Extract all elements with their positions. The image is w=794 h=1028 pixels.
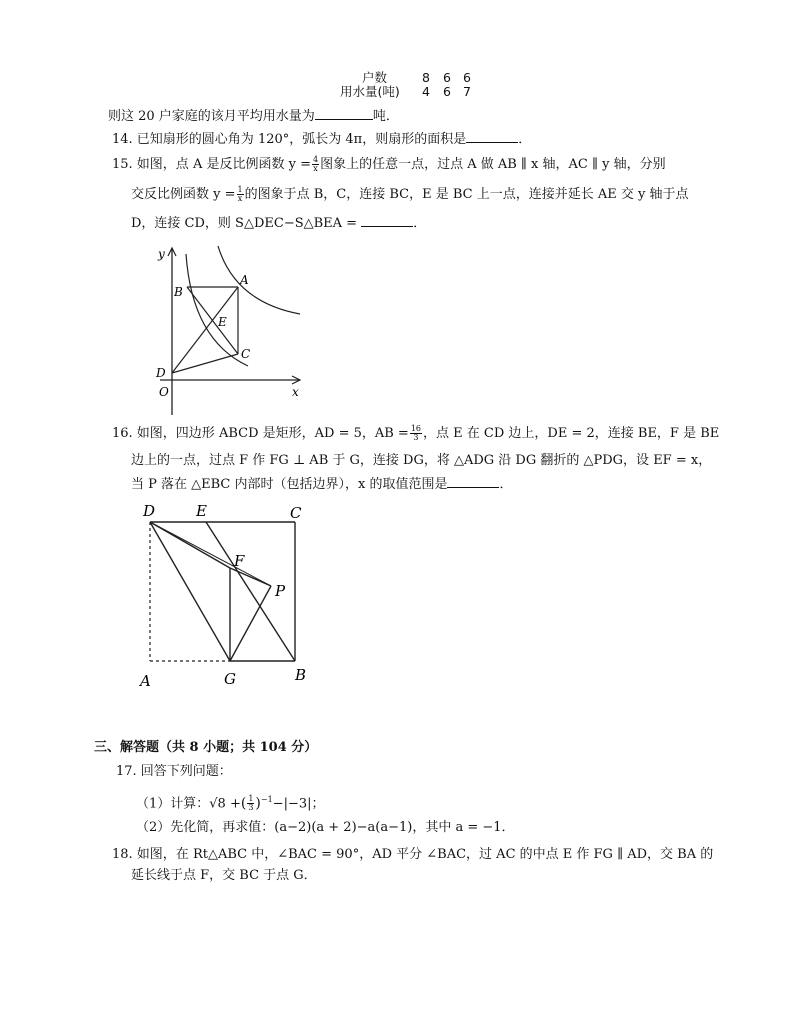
- label-x: x: [292, 385, 299, 399]
- answer-blank: [361, 213, 413, 227]
- label-P: P: [275, 582, 286, 600]
- section-3-heading: 三、解答题（共 8 小题；共 104 分）: [94, 740, 318, 755]
- answer-blank: [466, 129, 518, 143]
- figure-16: [138, 498, 323, 693]
- question-16-line1: 16. 如图，四边形 ABCD 是矩形，AD = 5，AB = $\frac{16}{3}$ ，点 E 在 CD 边上，DE = 2，连接 BE，F 是 BE: [112, 424, 720, 442]
- answer-blank: [447, 474, 499, 488]
- curve-4-over-x: [218, 246, 300, 314]
- label-F: F: [234, 552, 245, 570]
- question-18-line2: 延长线于点 F，交 BC 于点 G．: [131, 868, 317, 883]
- table-row1-v1: 8: [422, 70, 430, 85]
- question-18-line1: 18. 如图，在 Rt△ABC 中，∠BAC = 90°，AD 平分 ∠BAC，过 AC 的中点 E 作 FG ∥ AD，交 BA 的: [112, 847, 714, 862]
- label-D: D: [143, 502, 156, 520]
- question-15-line2: 交反比例函数 y = $\frac{1}{x}$ 的图象于点 B，C，连接 BC，E 是 BC 上一点，连接并延长 AE 交 y 轴于点: [131, 185, 689, 203]
- table-row1-label: 户数: [362, 70, 388, 85]
- label-y: y: [158, 247, 165, 261]
- curve-1-over-x: [186, 254, 251, 366]
- label-O: O: [159, 385, 169, 399]
- question-16-line3: 当 P 落在 △EBC 内部时（包括边界），x 的取值范围是 ．: [131, 474, 513, 495]
- question-17-part1: （1）计算：√8 +( $\frac{1}{3}$ )$^{-1}$−|−3|；: [136, 794, 325, 813]
- table-row2-v1: 4: [422, 84, 430, 99]
- label-A: A: [240, 273, 249, 287]
- segment-AD: [172, 287, 238, 373]
- table-row2-v2: 6: [443, 84, 451, 99]
- question-15-line1: 15. 如图，点 A 是反比例函数 y = $\frac{4}{x}$ 图象上的任意一点，过点 A 做 AB ∥ x 轴，AC ∥ y 轴，分别: [112, 155, 666, 173]
- label-E: E: [218, 315, 227, 329]
- label-B: B: [295, 666, 307, 684]
- table-row1-v2: 6: [443, 70, 451, 85]
- label-D: D: [156, 366, 166, 380]
- fraction-16-over-3: $\frac{16}{3}$: [410, 424, 422, 442]
- answer-blank: [315, 106, 373, 120]
- question-17-title: 17. 回答下列问题：: [116, 764, 232, 779]
- figure-15: [140, 240, 315, 418]
- label-B: B: [174, 285, 183, 299]
- table-row1-v3: 6: [463, 70, 471, 85]
- fraction-4-over-x: $\frac{4}{x}$: [312, 155, 319, 173]
- label-A: A: [140, 672, 151, 690]
- q13-tail: 则这 20 户家庭的该月平均用水量为 吨．: [108, 106, 399, 127]
- table-row2-v3: 7: [463, 84, 471, 99]
- label-E: E: [196, 502, 207, 520]
- question-15-line3: D，连接 CD，则 S△DEC−S△BEA = ．: [131, 213, 426, 234]
- fraction-1-over-x: $\frac{1}{x}$: [237, 185, 243, 203]
- question-17-part2: （2）先化简，再求值：(a−2)(a + 2)−a(a−1)，其中 a = −1．: [136, 820, 515, 835]
- label-C: C: [241, 347, 251, 361]
- segment-CD: [172, 354, 238, 373]
- question-14: 14. 已知扇形的圆心角为 120°，弧长为 4π，则扇形的面积是 ．: [112, 129, 531, 150]
- fraction-1-over-3: $\frac{1}{3}$: [248, 794, 254, 813]
- question-16-line2: 边上的一点，过点 F 作 FG ⊥ AB 于 G，连接 DG，将 △ADG 沿 DG 翻折的 △PDG，设 EF = x，: [131, 453, 712, 468]
- label-C: C: [290, 504, 302, 522]
- segment-PG: [230, 586, 271, 661]
- table-row2-label: 用水量(吨): [340, 84, 400, 99]
- label-G: G: [224, 670, 236, 688]
